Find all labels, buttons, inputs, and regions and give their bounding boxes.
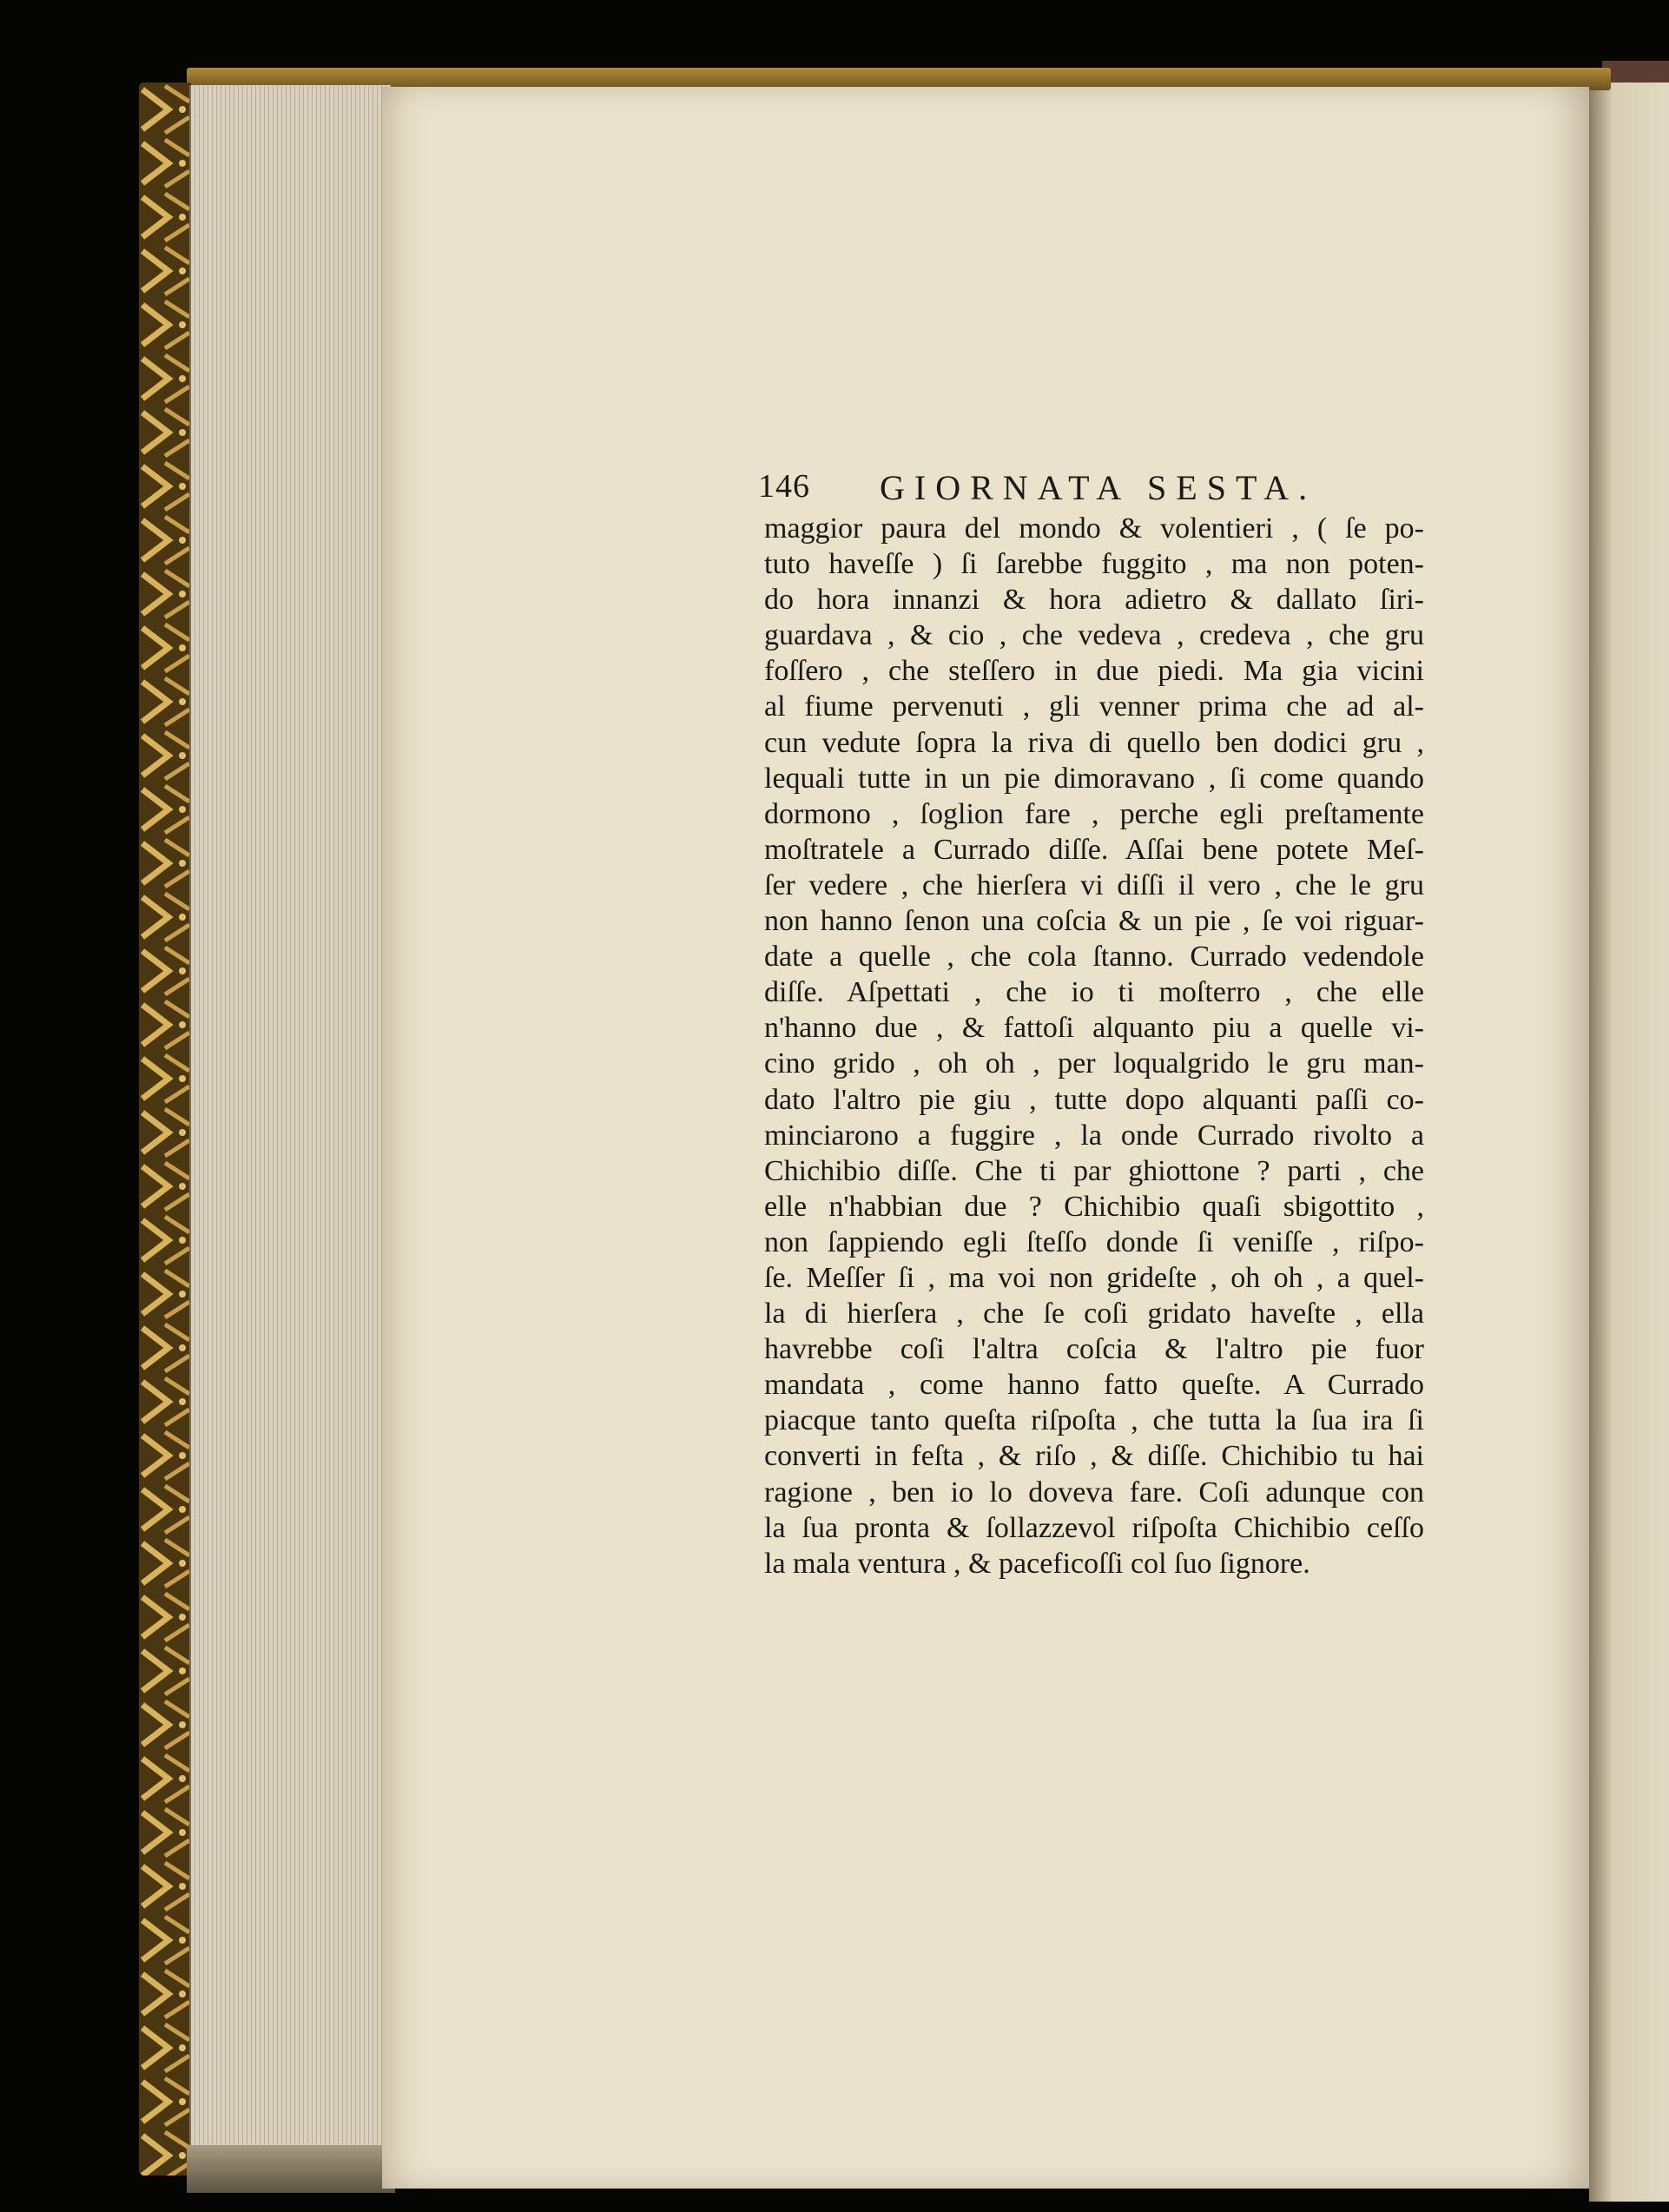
text-line: diſſe. Aſpettati , che io ti moſterro , che elle: [764, 976, 1424, 1009]
chapter-heading: GIORNATA SESTA.: [880, 468, 1317, 507]
text-line: guardava , & cio , che vedeva , credeva , che gru: [764, 619, 1424, 652]
text-line: al fiume pervenuti , gli venner prima che ad al-: [764, 690, 1424, 723]
body-text: [764, 511, 1424, 1581]
text-line: non ſappiendo egli ſteſſo donde ſi veniſſe , riſpo-: [764, 1225, 1424, 1258]
text-line: foſſero , che steſſero in due piedi. Ma gia vicini: [764, 655, 1424, 688]
text-line: do hora innanzi & hora adietro & dallato ſiri-: [764, 584, 1424, 617]
page-edges: [189, 85, 391, 2191]
text-line: la di hierſera , che ſe coſi gridato haveſte , ella: [764, 1297, 1424, 1331]
page-number: 146: [758, 468, 810, 505]
text-line: dormono , ſoglion fare , perche egli preſtamente: [764, 797, 1424, 830]
text-line: tuto haveſſe ) ſi ſarebbe fuggito , ma non poten-: [764, 548, 1424, 581]
text-line: ſe. Meſſer ſi , ma voi non grideſte , oh oh , a quel-: [764, 1261, 1424, 1294]
text-line: n'hanno due , & fattoſi alquanto piu a quelle vi-: [764, 1012, 1424, 1045]
text-line: lequali tutte in un pie dimoravano , ſi come quando: [764, 762, 1424, 795]
text-line: ſer vedere , che hierſera vi diſſi il vero , che le gru: [764, 868, 1424, 901]
text-line: cun vedute ſopra la riva di quello ben dodici gru ,: [764, 726, 1424, 759]
gilt-spine-ornament: [139, 83, 193, 2176]
text-line: Chichibio diſſe. Che ti par ghiottone ? parti , che: [764, 1154, 1424, 1187]
text-line: moſtratele a Currado diſſe. Aſſai bene potete Meſ-: [764, 833, 1424, 866]
text-line: dato l'altro pie giu , tutte dopo alquanti paſſi co-: [764, 1083, 1424, 1116]
text-line: havrebbe coſi l'altra coſcia & l'altro pie fuor: [764, 1333, 1424, 1366]
facing-page: [1589, 83, 1669, 2202]
text-line: ragione , ben io lo doveva fare. Coſi adunque con: [764, 1476, 1424, 1509]
text-line: piacque tanto queſta riſpoſta , che tutta la ſua ira ſi: [764, 1404, 1424, 1437]
text-line: cino grido , oh oh , per loqualgrido le gru man-: [764, 1047, 1424, 1080]
text-line: mandata , come hanno fatto queſte. A Currado: [764, 1369, 1424, 1402]
text-line: maggior paura del mondo & volentieri , ( ſe po-: [764, 512, 1424, 545]
text-line: non hanno ſenon una coſcia & un pie , ſe voi riguar-: [764, 905, 1424, 938]
text-line: date a quelle , che cola ſtanno. Currado vedendole: [764, 941, 1424, 974]
page-edges-bottom: [187, 2145, 395, 2193]
text-line: la ſua pronta & ſollazzevol riſpoſta Chichibio ceſſo: [764, 1511, 1424, 1544]
text-line: elle n'habbian due ? Chichibio quaſi sbigottito ,: [764, 1190, 1424, 1223]
running-head: [758, 467, 1435, 511]
text-line: minciarono a fuggire , la onde Currado rivolto a: [764, 1119, 1424, 1152]
text-line: la mala ventura , & paceficoſſi col ſuo ſignore.: [764, 1547, 1310, 1580]
text-line: converti in feſta , & riſo , & diſſe. Chichibio tu hai: [764, 1440, 1424, 1473]
